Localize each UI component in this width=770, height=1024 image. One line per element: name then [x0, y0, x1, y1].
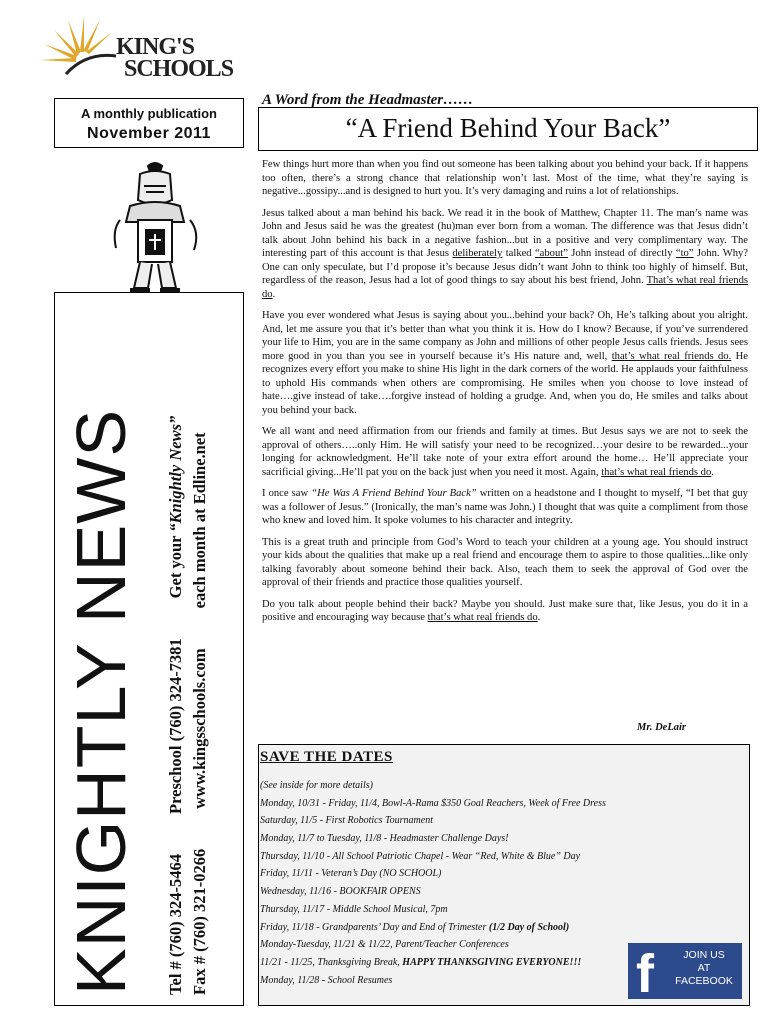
website-link[interactable]: www.kingsschools.com	[190, 648, 209, 809]
knightly-news-title: “Knightly News”	[166, 415, 185, 532]
contact-line-1	[166, 416, 186, 995]
article-paragraph: We all want and need affirmation from our friends and family at times. But Jesus says we are not to seek the approval of others…..only Him. He will satisfy your need to be recognized…your desire to be rewarded...your longing for acknowledgment. He’ll take note of your extra effort around the home… He’ll appreciate your sacrificial giving...He’ll pat you on the back just when you need it most. Again, that’s what real friends do.	[262, 426, 748, 478]
facebook-label: JOIN US AT FACEBOOK	[675, 949, 733, 987]
save-the-dates-title: SAVE THE DATES	[260, 749, 393, 765]
preschool-number: Preschool (760) 324-7381	[166, 638, 185, 814]
word-from-headmaster: A Word from the Headmaster……	[262, 92, 474, 108]
article-paragraph: Have you ever wondered what Jesus is saying about you...behind your back? Oh, He’s talking about you alright. And, let me assure you that it’s better than what you think it is. How do I know? Because, if you’ve surrendered your life to Him, you are in the same company as John and millions of other people Jesus calls friends. Jesus sees more good in you than you see in yourself because it’s His nature and, well, that’s what real friends do. He recognizes every effort you make to shine His light in the dark corners of the world. He applauds your faithfulness to uphold His commands when others are compromising. He smiles when you choose to love instead of hate….give instead of take….forgive instead of holding a grudge. And, when you do, He smiles and talks about you behind your back.	[262, 310, 748, 416]
facebook-icon: f	[636, 944, 654, 1004]
article-title-box	[258, 107, 758, 151]
phone-number: Tel # (760) 324-5464	[166, 853, 185, 995]
logo-text-kings: KING'S	[116, 34, 195, 60]
dates-note: (See inside for more details)	[260, 780, 373, 791]
article-paragraph: This is a great truth and principle from God’s Word to teach your children at a young age. You should instruct your kids about the qualities that make up a real friend and encourage them to aspire to those qualities...like only talking favorably about someone behind their back. Also, teach them to seek the approval of God over the approval of their friends and practice those qualities yourself.	[262, 536, 748, 588]
list-item: Monday-Tuesday, 11/21 & 11/22, Parent/Teacher Conferences	[260, 939, 509, 951]
list-item: Thursday, 11/10 - All School Patriotic Chapel - Wear “Red, White & Blue” Day	[260, 850, 581, 862]
list-item: Monday, 11/28 - School Resumes	[260, 974, 393, 986]
list-item: Friday, 11/18 - Grandparents’ Day and End of Trimester (1/2 Day of School)	[260, 921, 570, 933]
save-the-dates-list	[260, 777, 670, 989]
article-paragraph: Do you talk about people behind their back? Maybe you should. Just make sure that, like Jesus, you do it in a positive and encouraging way because that’s what real friends do.	[262, 598, 748, 623]
list-item: Friday, 11/11 - Veteran’s Day (NO SCHOOL)	[260, 868, 442, 880]
publication-month: November 2011	[87, 125, 211, 142]
get-your-prefix: Get your	[166, 531, 185, 599]
article-body	[262, 158, 748, 633]
masthead-title: KNIGHTLY NEWS	[62, 408, 140, 995]
list-item: 11/21 - 11/25, Thanksgiving Break, HAPPY THANKSGIVING EVERYONE!!!	[260, 956, 582, 968]
publication-box	[54, 98, 244, 148]
list-item: Wednesday, 11/16 - BOOKFAIR OPENS	[260, 886, 421, 898]
list-item: Thursday, 11/17 - Middle School Musical, 7pm	[260, 903, 448, 915]
knight-mascot-icon	[100, 160, 210, 295]
headmaster-signature: Mr. DeLair	[636, 722, 686, 733]
publication-label: A monthly publication	[80, 106, 217, 121]
article-paragraph: Jesus talked about a man behind his back. We read it in the book of Matthew, Chapter 11. The man’s name was John and Jesus said he was the greatest (hu)man ever born from a woman. The difference was that Jesus didn’t talk about John behind his back in a negative fashion...but in a positive and very complimentary way. The interesting part of this account is that Jesus deliberately talked “about” John instead of directly “to” John. Why? One can only speculate, but I’d propose it’s because Jesus didn’t want John to think too highly of himself. But, regardless of the reason, Jesus had a lot of good things to say about his best friend, John. That’s what real friends do.	[262, 207, 748, 300]
edline-text: each month at Edline.net	[190, 432, 209, 609]
list-item: Monday, 11/7 to Tuesday, 11/8 - Headmaster Challenge Days!	[260, 833, 509, 845]
article-paragraph: I once saw “He Was A Friend Behind Your Back” written on a headstone and I thought to myself, “I bet that guy was a follower of Jesus.” (Ironically, the man’s name was John.) I thought that was quite a compliment from those who knew and loved him. It spoke volumes to his character and integrity.	[262, 488, 748, 526]
fax-number: Fax # (760) 321-0266	[190, 848, 209, 995]
facebook-badge[interactable]	[628, 943, 742, 1004]
article-paragraph: Few things hurt more than when you find out someone has been talking about you behind your back. If it happens too often, there’s a strong chance that relationship won’t last. Most of the time, what they’re saying is negative...gossipy...and is designed to hurt you. It’s very damaging and ruins a lot of relationships.	[262, 159, 748, 197]
list-item: Monday, 10/31 - Friday, 11/4, Bowl-A-Rama $350 Goal Reachers, Week of Free Dress	[260, 797, 606, 809]
kings-schools-logo	[36, 12, 236, 92]
logo-text-schools: SCHOOLS	[124, 56, 234, 82]
contact-line-2	[190, 432, 210, 995]
article-title: “A Friend Behind Your Back”	[345, 113, 671, 143]
list-item: Saturday, 11/5 - First Robotics Tournament	[260, 815, 433, 827]
